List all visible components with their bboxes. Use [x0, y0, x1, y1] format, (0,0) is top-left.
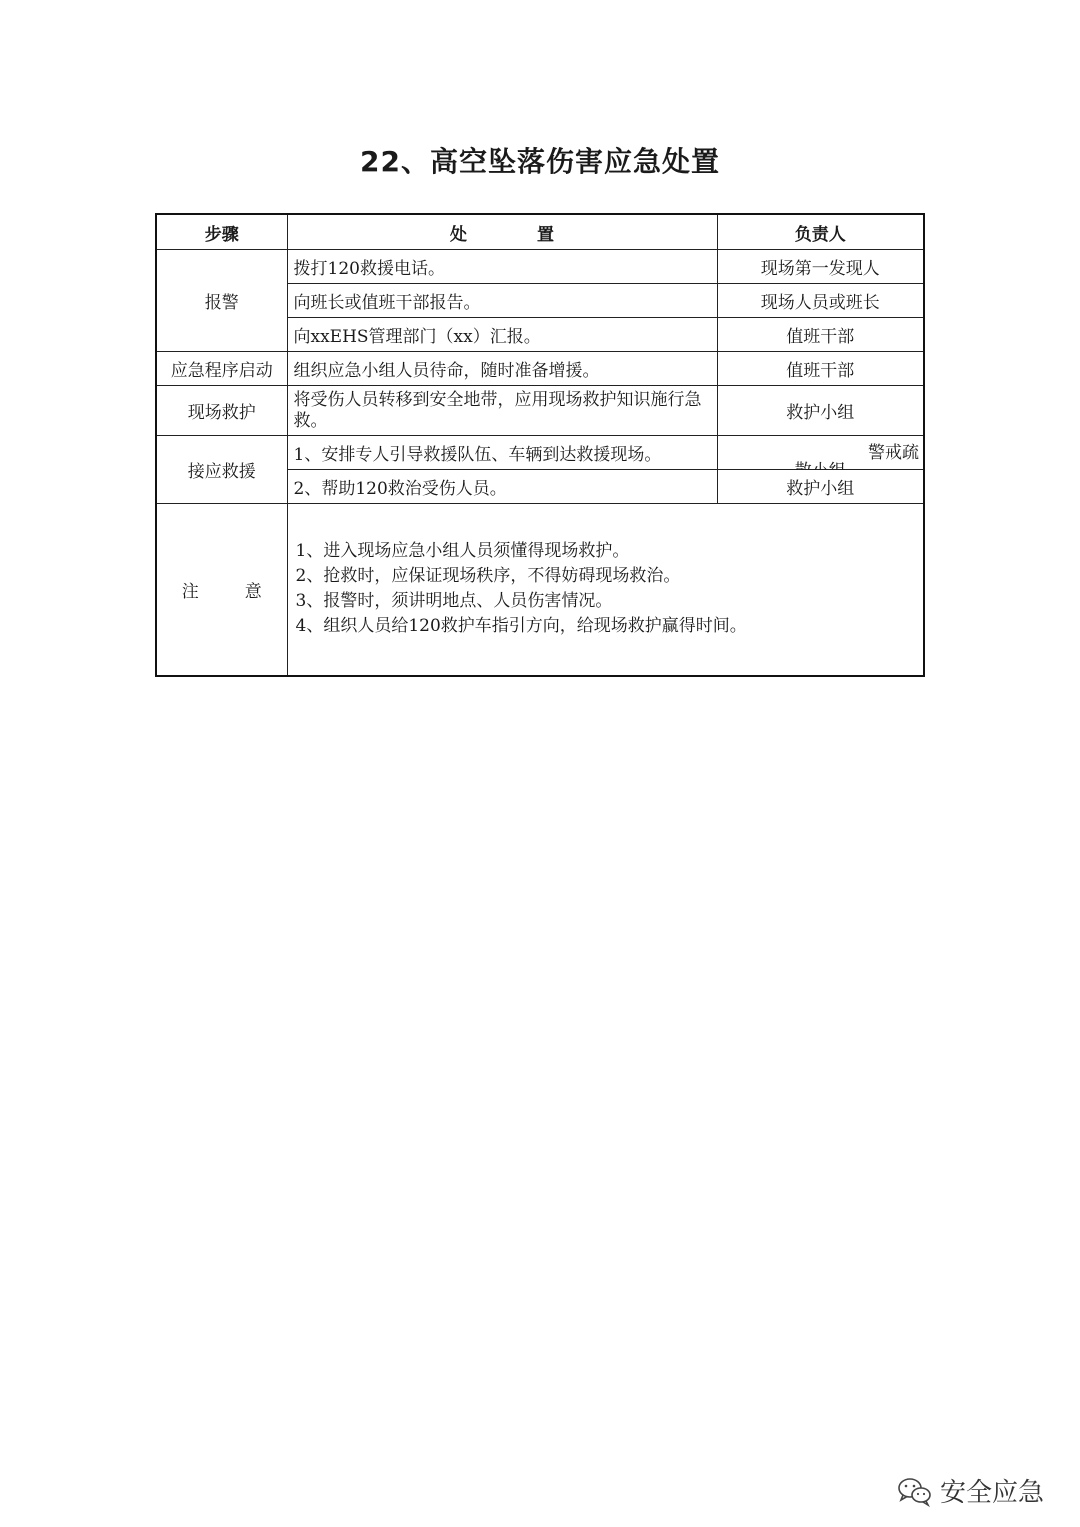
table-row	[156, 352, 924, 386]
action-cell: 1、安排专人引导救援队伍、车辆到达救援现场。	[287, 436, 717, 470]
action-cell: 组织应急小组人员待命，随时准备增援。	[287, 352, 717, 386]
owner-cell: 现场人员或班长	[717, 284, 924, 318]
header-owner: 负责人	[717, 214, 924, 250]
wechat-icon	[896, 1475, 932, 1507]
table-row	[156, 250, 924, 284]
action-cell: 将受伤人员转移到安全地带，应用现场救护知识施行急救。	[287, 386, 717, 436]
notes-label-char-2: 意	[244, 581, 262, 602]
header-action-char-1: 处	[450, 224, 467, 245]
owner-cell: 救护小组	[717, 386, 924, 436]
header-action-char-2: 置	[537, 224, 554, 245]
header-step: 步骤	[156, 214, 287, 250]
note-item: 4、组织人员给120救护车指引方向，给现场救护赢得时间。	[295, 616, 747, 637]
header-action	[287, 214, 717, 250]
step-cell: 接应救援	[156, 436, 287, 504]
notes-label	[156, 504, 287, 676]
action-cell: 向班长或值班干部报告。	[287, 284, 717, 318]
step-cell: 应急程序启动	[156, 352, 287, 386]
table-header-row	[156, 214, 924, 250]
watermark	[896, 1472, 1044, 1509]
owner-text-line-1: 警戒疏	[868, 443, 919, 463]
owner-cell	[717, 436, 924, 470]
table-row	[156, 436, 924, 470]
notes-content	[287, 504, 924, 676]
owner-cell: 值班干部	[717, 318, 924, 352]
notes-label-char-1: 注	[181, 581, 199, 602]
note-item: 2、抢救时，应保证现场秩序，不得妨碍现场救治。	[295, 566, 681, 587]
page-title: 22、高空坠落伤害应急处置	[360, 145, 720, 178]
owner-cell: 救护小组	[717, 470, 924, 504]
action-cell: 拨打120救援电话。	[287, 250, 717, 284]
table-row	[156, 386, 924, 436]
note-item: 1、进入现场应急小组人员须懂得现场救护。	[295, 541, 630, 562]
note-item: 3、报警时，须讲明地点、人员伤害情况。	[295, 591, 613, 612]
step-cell: 现场救护	[156, 386, 287, 436]
notes-row	[156, 504, 924, 676]
owner-cell: 值班干部	[717, 352, 924, 386]
action-cell: 向xxEHS管理部门（xx）汇报。	[287, 318, 717, 352]
emergency-procedure-table	[155, 213, 925, 677]
owner-cell: 现场第一发现人	[717, 250, 924, 284]
action-cell: 2、帮助120救治受伤人员。	[287, 470, 717, 504]
step-cell: 报警	[156, 250, 287, 352]
watermark-text: 安全应急	[939, 1478, 1044, 1508]
